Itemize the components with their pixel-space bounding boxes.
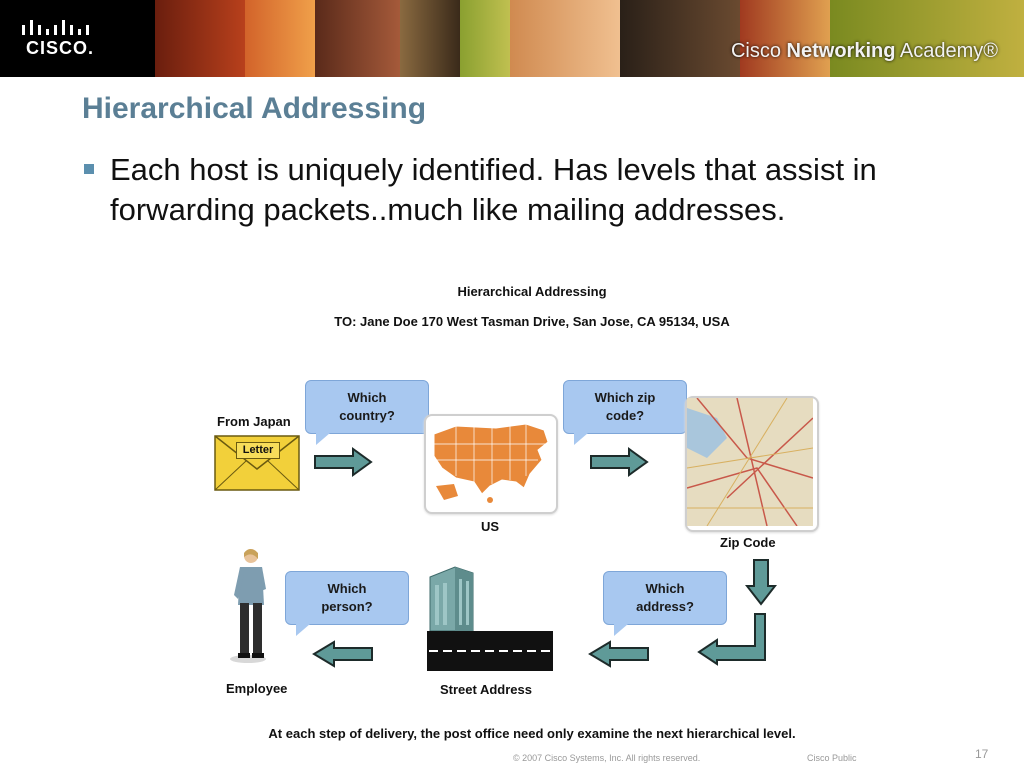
academy-bold: Networking bbox=[780, 40, 896, 62]
right-arrow-icon bbox=[589, 447, 649, 477]
us-map-frame bbox=[424, 414, 558, 514]
bullet-marker bbox=[84, 164, 94, 174]
bubble-which-address: Which address? bbox=[603, 571, 727, 625]
bullet-text: Each host is uniquely identified. Has levels that assist in forwarding packets..much like mailing addresses. bbox=[110, 152, 877, 227]
zip-map-icon bbox=[687, 398, 813, 526]
us-map-icon bbox=[426, 416, 552, 508]
footer-copyright: © 2007 Cisco Systems, Inc. All rights reserved. bbox=[513, 753, 701, 763]
footer-classification: Cisco Public bbox=[807, 753, 857, 763]
academy-suffix: Academy® bbox=[895, 40, 998, 62]
elbow-arrow-icon bbox=[697, 612, 769, 666]
left-arrow-icon bbox=[312, 640, 374, 668]
building-icon bbox=[425, 565, 555, 673]
bubble-which-person: Which person? bbox=[285, 571, 409, 625]
cisco-logo bbox=[0, 0, 155, 77]
diagram-note: At each step of delivery, the post office need only examine the next hierarchical level. bbox=[268, 726, 796, 741]
slide-title: Hierarchical Addressing bbox=[82, 92, 427, 125]
zip-map-frame bbox=[685, 396, 819, 532]
left-arrow-icon bbox=[588, 640, 650, 668]
letter-label: Letter bbox=[236, 442, 280, 459]
header-banner bbox=[0, 0, 1024, 77]
street-address-label: Street Address bbox=[440, 682, 532, 697]
diagram-title: Hierarchical Addressing bbox=[457, 284, 607, 299]
from-japan-label: From Japan bbox=[217, 414, 291, 429]
diagram-address: TO: Jane Doe 170 West Tasman Drive, San Jose, CA 95134, USA bbox=[334, 314, 730, 329]
zip-code-label: Zip Code bbox=[720, 535, 776, 550]
cisco-logo-text: CISCO. bbox=[26, 38, 95, 58]
us-label: US bbox=[481, 519, 500, 534]
academy-prefix: Cisco bbox=[730, 40, 781, 62]
page-number: 17 bbox=[975, 747, 989, 761]
employee-label: Employee bbox=[226, 681, 288, 696]
person-icon bbox=[228, 545, 274, 665]
right-arrow-icon bbox=[313, 447, 373, 477]
bubble-which-country: Which country? bbox=[305, 380, 429, 434]
cisco-logo-icon bbox=[20, 17, 92, 37]
bubble-which-zip: Which zip code? bbox=[563, 380, 687, 434]
down-arrow-icon bbox=[745, 558, 777, 606]
academy-title bbox=[731, 40, 998, 63]
